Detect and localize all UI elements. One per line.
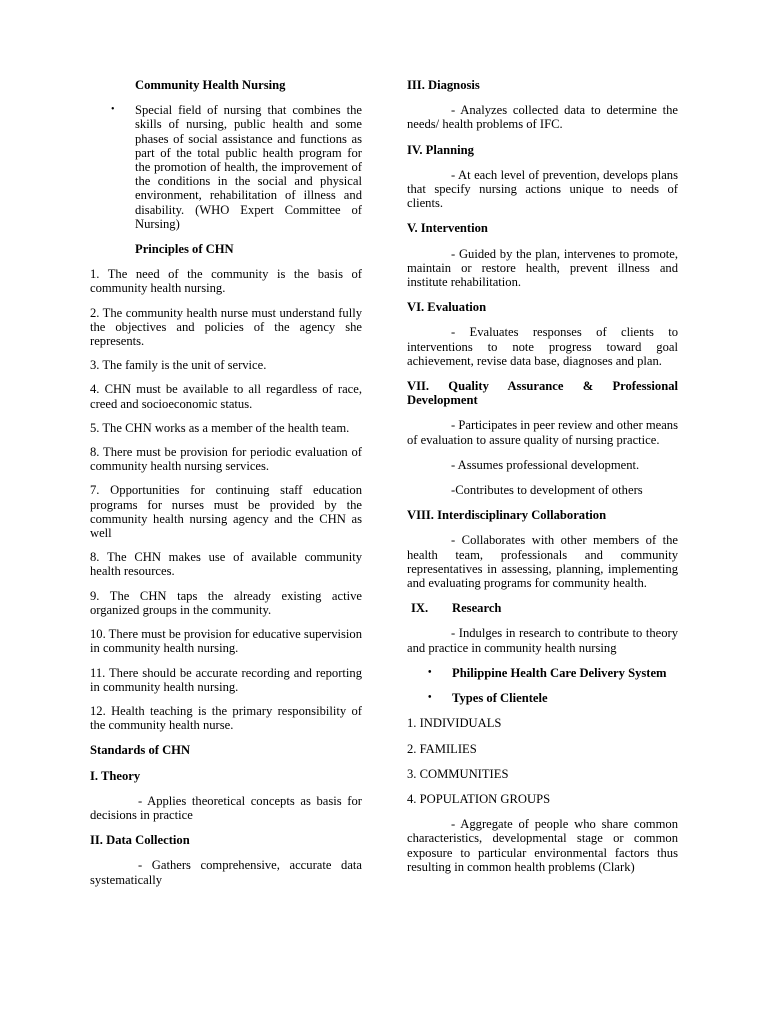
principle-item: 7. Opportunities for continuing staff education programs for nurses must be provided by the community health nursing agency and the CHN as well [90,483,362,541]
chn-title: Community Health Nursing [135,78,286,92]
principle-item: 1. The need of the community is the basis of community health nursing. [90,267,362,296]
standard-heading-planning: IV. Planning [407,142,474,157]
clientele-item: 3. COMMUNITIES [407,766,509,781]
principle-item: 12. Health teaching is the primary responsibility of the community health nurse. [90,703,362,733]
principle-item: 9. The CHN taps the already existing active organized groups in the community. [90,588,362,617]
chn-definition [90,103,362,231]
standard-heading-theory: I. Theory [90,768,141,783]
bullet-icon: • [428,666,432,678]
standard-data-collection-text: - Gathers comprehensive, accurate data systematically [90,858,362,887]
clientele-item: 1. INDIVIDUALS [407,716,502,731]
standard-interdisciplinary-text: - Collaborates with other members of the health team, professionals and community representatives in assessing, planning, implementing and evaluating programs for community health. [407,533,678,591]
clientele-item: 4. POPULATION GROUPS [407,791,551,806]
standard-heading-evaluation: VI. Evaluation [407,300,487,315]
principle-item: 2. The community health nurse must understand fully the objectives and policies of the agency she represents. [90,305,362,349]
standard-theory-text: - Applies theoretical concepts as basis for decisions in practice [90,793,362,822]
left-column [90,78,362,887]
principle-item: 8. There must be provision for periodic evaluation of community health nursing services. [90,445,362,474]
standard-heading-intervention: V. Intervention [407,221,488,236]
principle-item: 5. The CHN works as a member of the health team. [90,420,350,435]
principle-item: 3. The family is the unit of service. [90,358,267,373]
standard-quality-item: - Assumes professional development. [451,457,640,472]
bullet-icon: • [111,104,115,116]
principle-item: 4. CHN must be available to all regardless of race, creed and socioeconomic status. [90,382,362,411]
standards-heading: Standards of CHN [90,743,191,758]
bullet-phcds [407,666,678,680]
standard-quality-item: -Contributes to development of others [451,483,643,498]
standard-intervention-text: - Guided by the plan, intervenes to promote, maintain or restore health, prevent illness and institute rehabilitation. [407,246,678,290]
bullet-clientele-text: Types of Clientele [452,691,548,706]
bullet-clientele [407,691,678,705]
principles-heading: Principles of CHN [135,242,234,257]
bullet-phcds-text: Philippine Health Care Delivery System [452,665,667,680]
standard-heading-research [407,601,678,615]
standard-quality-text: - Participates in peer review and other means of evaluation to assure quality of nursing practice. [407,418,678,447]
standard-diagnosis-text: - Analyzes collected data to determine the needs/ health problems of IFC. [407,103,678,132]
research-numeral: IX. [411,601,429,616]
bullet-icon: • [428,692,432,704]
population-groups-definition: - Aggregate of people who share common characteristics, developmental stage or common exposure to particular environmental factors thus resulting in common health problems (Clark) [407,817,678,874]
chn-definition-text: Special field of nursing that combines the skills of nursing, public health and some phases of social assistance and functions as part of the total public health program for the promotion of health, the improvement of the conditions in the social and physical environment, rehabilitation of illness and disability. (WHO Expert Committee of Nursing) [135,103,362,231]
standard-research-text: - Indulges in research to contribute to theory and practice in community health nursing [407,626,678,655]
standard-heading-data-collection: II. Data Collection [90,833,190,848]
clientele-item: 2. FAMILIES [407,741,477,756]
research-title: Research [452,601,502,616]
standard-heading-quality-assurance: VII. Quality Assurance & Professional Development [407,379,678,408]
principle-item: 8. The CHN makes use of available community health resources. [90,550,362,579]
right-column [407,78,678,874]
standard-heading-interdisciplinary: VIII. Interdisciplinary Collaboration [407,508,607,523]
principle-item: 10. There must be provision for educative supervision in community health nursing. [90,627,362,656]
principle-item: 11. There should be accurate recording and reporting in community health nursing. [90,665,362,694]
standard-evaluation-text: - Evaluates responses of clients to interventions to note progress toward goal achievement, revise data base, diagnoses and plan. [407,325,678,368]
standard-heading-diagnosis: III. Diagnosis [407,78,480,92]
standard-planning-text: - At each level of prevention, develops plans that specify nursing actions unique to needs of clients. [407,167,678,211]
